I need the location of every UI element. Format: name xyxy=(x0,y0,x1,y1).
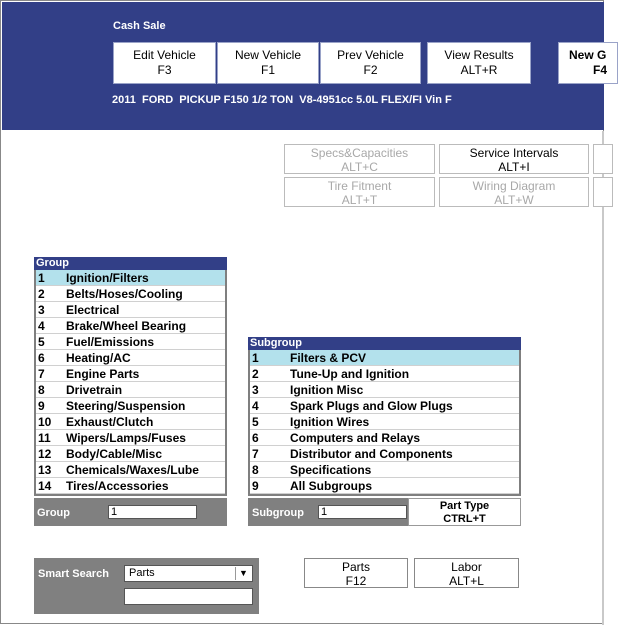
row-label: Brake/Wheel Bearing xyxy=(66,319,187,333)
button-label: New Vehicle xyxy=(234,48,302,62)
group-row[interactable] xyxy=(36,270,225,286)
button-shortcut: ALT+I xyxy=(498,160,530,174)
button-shortcut: CTRL+T xyxy=(443,513,486,525)
row-label: Steering/Suspension xyxy=(66,399,186,413)
group-row[interactable] xyxy=(36,462,225,478)
group-row[interactable] xyxy=(36,334,225,350)
more-function-button[interactable] xyxy=(593,177,613,207)
group-row[interactable] xyxy=(36,366,225,382)
wiring-diagram-button[interactable] xyxy=(439,177,589,207)
row-number: 8 xyxy=(38,383,45,397)
row-label: Exhaust/Clutch xyxy=(66,415,154,429)
row-number: 7 xyxy=(38,367,45,381)
subgroup-row[interactable] xyxy=(250,382,519,398)
row-label: Engine Parts xyxy=(66,367,140,381)
button-label: Specs&Capacities xyxy=(310,146,409,160)
smart-search-panel xyxy=(34,558,259,614)
button-label: New G xyxy=(569,48,607,62)
row-label: Distributor and Components xyxy=(290,447,453,461)
specs-capacities-button[interactable] xyxy=(284,144,435,174)
group-heading: Group xyxy=(34,257,227,270)
row-label: Tires/Accessories xyxy=(66,479,169,493)
row-label: Belts/Hoses/Cooling xyxy=(66,287,183,301)
service-intervals-button[interactable] xyxy=(439,144,589,174)
subgroup-field[interactable] xyxy=(318,505,407,519)
subgroup-row[interactable] xyxy=(250,446,519,462)
row-number: 1 xyxy=(252,351,259,365)
subgroup-row[interactable] xyxy=(250,414,519,430)
group-row[interactable] xyxy=(36,398,225,414)
subgroup-input-bar xyxy=(248,498,408,526)
button-label: Labor xyxy=(451,560,482,574)
button-shortcut: F2 xyxy=(363,63,378,77)
group-row[interactable] xyxy=(36,286,225,302)
row-number: 7 xyxy=(252,447,259,461)
button-shortcut: F3 xyxy=(157,63,172,77)
subgroup-row[interactable] xyxy=(250,398,519,414)
row-number: 6 xyxy=(38,351,45,365)
view-results-button[interactable] xyxy=(427,42,531,84)
smart-search-input[interactable] xyxy=(124,588,253,605)
select-value: Parts xyxy=(129,567,155,579)
smart-search-label: Smart Search xyxy=(38,568,109,580)
group-list xyxy=(34,270,227,496)
group-field[interactable] xyxy=(108,505,197,519)
row-label: Computers and Relays xyxy=(290,431,421,445)
row-number: 9 xyxy=(38,399,45,413)
smart-search-type-select[interactable] xyxy=(124,565,253,582)
tire-fitment-button[interactable] xyxy=(284,177,435,207)
subgroup-heading: Subgroup xyxy=(248,337,521,350)
button-shortcut: ALT+C xyxy=(341,160,378,174)
row-label: Ignition Misc xyxy=(290,383,364,397)
subgroup-row[interactable] xyxy=(250,366,519,382)
button-label: Service Intervals xyxy=(469,146,559,160)
button-label: Parts xyxy=(341,560,370,574)
group-row[interactable] xyxy=(36,430,225,446)
row-number: 3 xyxy=(38,303,45,317)
row-number: 12 xyxy=(38,447,52,461)
button-label: Edit Vehicle xyxy=(133,48,196,62)
edit-vehicle-button[interactable] xyxy=(113,42,216,84)
row-label: Electrical xyxy=(66,303,120,317)
vehicle-description: 2011 FORD PICKUP F150 1/2 TON V8-4951cc 5.0L FLEX/FI Vin F xyxy=(112,94,452,106)
group-row[interactable] xyxy=(36,302,225,318)
row-number: 4 xyxy=(38,319,45,333)
button-label: Prev Vehicle xyxy=(337,48,404,62)
row-number: 13 xyxy=(38,463,52,477)
row-number: 4 xyxy=(252,399,259,413)
row-number: 11 xyxy=(38,431,51,445)
row-number: 14 xyxy=(38,479,52,493)
button-label: Part Type xyxy=(439,500,490,512)
vehicle-header xyxy=(2,2,608,130)
button-shortcut: F4 xyxy=(593,63,608,77)
row-number: 5 xyxy=(252,415,259,429)
button-label: View Results xyxy=(444,48,514,62)
row-number: 9 xyxy=(252,479,259,493)
part-type-button[interactable] xyxy=(408,498,521,526)
row-label: All Subgroups xyxy=(290,479,372,493)
button-shortcut: ALT+L xyxy=(449,574,484,588)
group-row[interactable] xyxy=(36,446,225,462)
row-label: Ignition Wires xyxy=(290,415,370,429)
group-row[interactable] xyxy=(36,382,225,398)
labor-button[interactable] xyxy=(414,558,519,588)
more-function-button[interactable] xyxy=(593,144,613,174)
button-label: Tire Fitment xyxy=(327,179,392,193)
new-vehicle-button[interactable] xyxy=(217,42,319,84)
new-group-button[interactable] xyxy=(558,42,618,84)
button-shortcut: F1 xyxy=(260,63,275,77)
row-label: Ignition/Filters xyxy=(66,271,149,285)
row-label: Drivetrain xyxy=(66,383,123,397)
subgroup-field-label: Subgroup xyxy=(252,507,304,519)
page-title: Cash Sale xyxy=(113,20,166,32)
row-label: Filters & PCV xyxy=(290,351,367,365)
row-label: Heating/AC xyxy=(66,351,131,365)
group-row[interactable] xyxy=(36,350,225,366)
row-number: 1 xyxy=(38,271,45,285)
group-field-label: Group xyxy=(37,507,70,519)
row-label: Body/Cable/Misc xyxy=(66,447,163,461)
prev-vehicle-button[interactable] xyxy=(320,42,421,84)
row-label: Fuel/Emissions xyxy=(66,335,155,349)
subgroup-row[interactable] xyxy=(250,478,519,494)
row-label: Tune-Up and Ignition xyxy=(290,367,410,381)
group-input-bar xyxy=(34,498,227,526)
button-label: Wiring Diagram xyxy=(472,179,556,193)
row-number: 10 xyxy=(38,415,52,429)
row-number: 3 xyxy=(252,383,259,397)
row-number: 8 xyxy=(252,463,259,477)
row-label: Wipers/Lamps/Fuses xyxy=(66,431,186,445)
button-shortcut: F12 xyxy=(345,574,367,588)
row-label: Specifications xyxy=(290,463,372,477)
row-number: 2 xyxy=(252,367,259,381)
group-row[interactable] xyxy=(36,414,225,430)
subgroup-row[interactable] xyxy=(250,350,519,366)
parts-button[interactable] xyxy=(304,558,408,588)
row-number: 2 xyxy=(38,287,45,301)
button-shortcut: ALT+R xyxy=(460,63,498,77)
row-label: Spark Plugs and Glow Plugs xyxy=(290,399,453,413)
subgroup-row[interactable] xyxy=(250,462,519,478)
button-shortcut: ALT+T xyxy=(341,193,378,207)
chevron-down-icon[interactable]: ▼ xyxy=(235,567,251,580)
button-shortcut: ALT+W xyxy=(494,193,534,207)
group-row[interactable] xyxy=(36,318,225,334)
group-row[interactable] xyxy=(36,478,225,494)
subgroup-list xyxy=(248,350,521,496)
row-number: 6 xyxy=(252,431,259,445)
subgroup-row[interactable] xyxy=(250,430,519,446)
row-number: 5 xyxy=(38,335,45,349)
row-label: Chemicals/Waxes/Lube xyxy=(66,463,199,477)
